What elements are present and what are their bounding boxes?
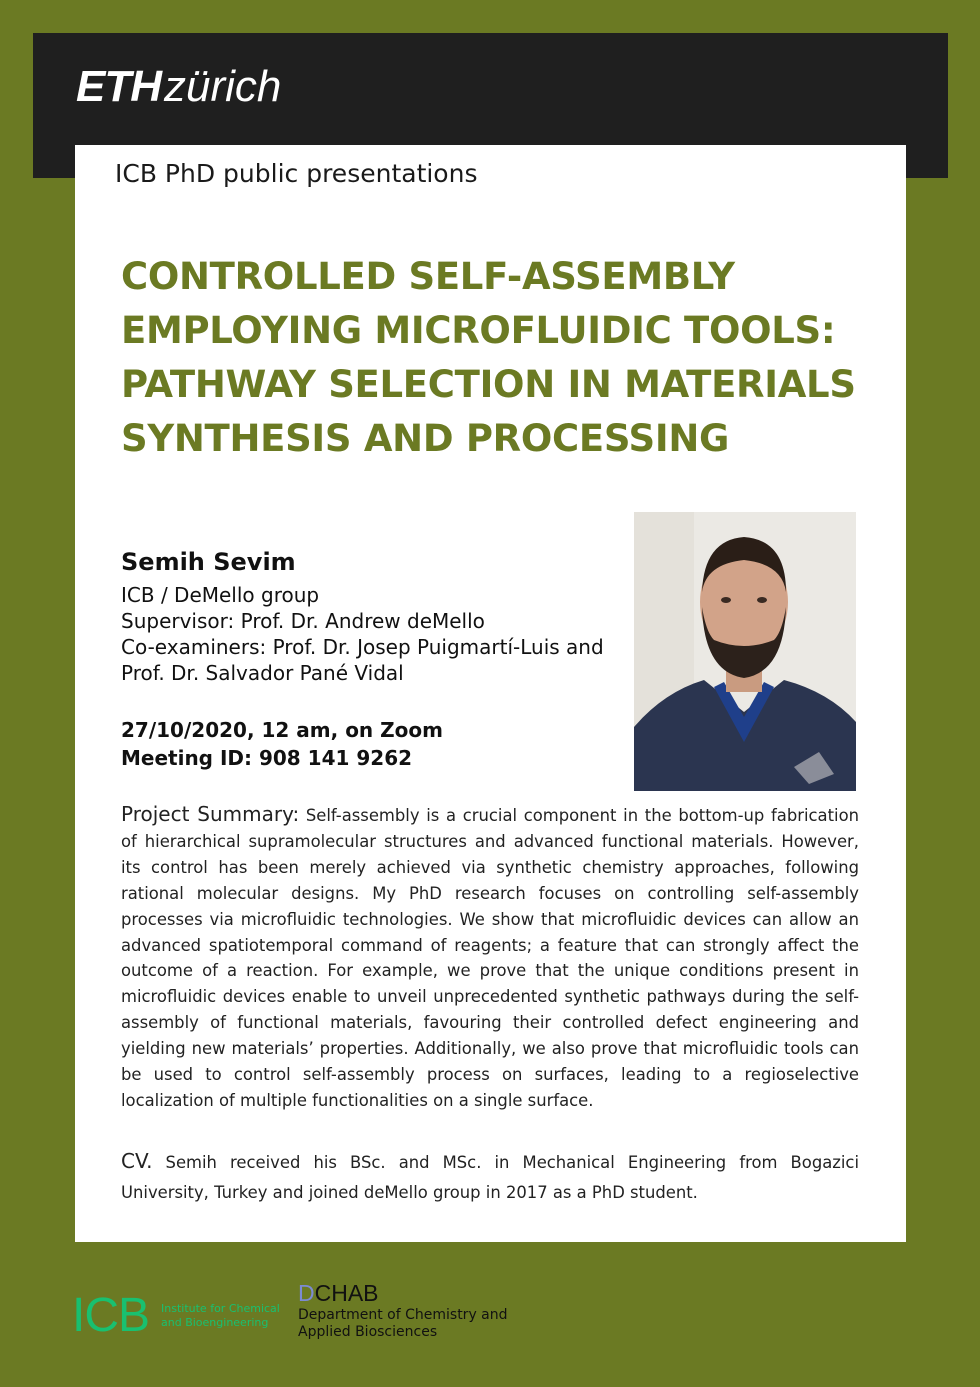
icb-name: [161, 1302, 280, 1330]
talk-title: [121, 250, 881, 466]
speaker-details: [121, 582, 604, 686]
cv-label: CV.: [121, 1149, 153, 1173]
speaker-photo: [634, 512, 856, 791]
speaker-group: ICB / DeMello group: [121, 583, 320, 607]
event-info: [121, 716, 443, 772]
summary-text: Self-assembly is a crucial component in the bottom-up fabrication of hierarchical supramolecular structures and advanced functional materials. However, its control has been merely achieved via synthetic chemistry approaches, following rational molecular designs. My PhD research focuses on controlling self-assembly processes via microfluidic technologies. We show that microfluidic devices can allow an advanced spatiotemporal command of reagents; a feature that can strongly affect the outcome of a reaction. For example, we prove that the unique conditions present in microfluidic devices enable to unveil unprecedented synthetic pathways during the self-assembly of functional materials, favouring their controlled defect engineering and yielding new materials’ properties. Additionally, we also prove that microfluidic tools can be used to control self-assembly process on surfaces, leading to a regioselective localization of multiple functionalities on a single surface.: [121, 806, 859, 1110]
cv-text: Semih received his BSc. and MSc. in Mechanical Engineering from Bogazici University, Turkey and joined deMello group in 2017 as a PhD student.: [121, 1153, 859, 1202]
eth-zurich-logo: [76, 62, 281, 112]
dchab-d: D: [298, 1280, 315, 1306]
speaker-name: Semih Sevim: [121, 548, 296, 576]
cv-section: [121, 1146, 859, 1208]
icb-logo: [72, 1288, 280, 1343]
talk-title-line: EMPLOYING MICROFLUIDIC TOOLS:: [121, 309, 836, 352]
event-datetime: 27/10/2020, 12 am, on Zoom: [121, 718, 443, 742]
dchab-name-line: Applied Biosciences: [298, 1324, 438, 1340]
icb-name-line: Institute for Chemical: [161, 1301, 280, 1315]
talk-title-line: SYNTHESIS AND PROCESSING: [121, 417, 730, 460]
event-meeting-id: Meeting ID: 908 141 9262: [121, 746, 413, 770]
icb-mark: ICB: [72, 1289, 150, 1342]
series-title: ICB PhD public presentations: [115, 159, 478, 188]
talk-title-line: CONTROLLED SELF-ASSEMBLY: [121, 255, 735, 298]
speaker-portrait-illustration: [634, 512, 856, 791]
logo-city: zürich: [164, 62, 282, 111]
logo-eth: ETH: [76, 62, 161, 111]
dchab-mark: [298, 1280, 508, 1307]
summary-label: Project Summary:: [121, 802, 300, 826]
icb-name-line: and Bioengineering: [161, 1315, 269, 1329]
dchab-logo: [298, 1280, 508, 1341]
dchab-rest: CHAB: [314, 1280, 379, 1306]
dchab-name: [298, 1307, 508, 1341]
talk-title-line: PATHWAY SELECTION IN MATERIALS: [121, 363, 856, 406]
dchab-name-line: Department of Chemistry and: [298, 1307, 508, 1323]
speaker-supervisor: Supervisor: Prof. Dr. Andrew deMello: [121, 609, 485, 633]
speaker-coexaminers-cont: Prof. Dr. Salvador Pané Vidal: [121, 661, 404, 685]
project-summary: [121, 802, 859, 1114]
speaker-coexaminers: Co-examiners: Prof. Dr. Josep Puigmartí-Luis and: [121, 635, 604, 659]
